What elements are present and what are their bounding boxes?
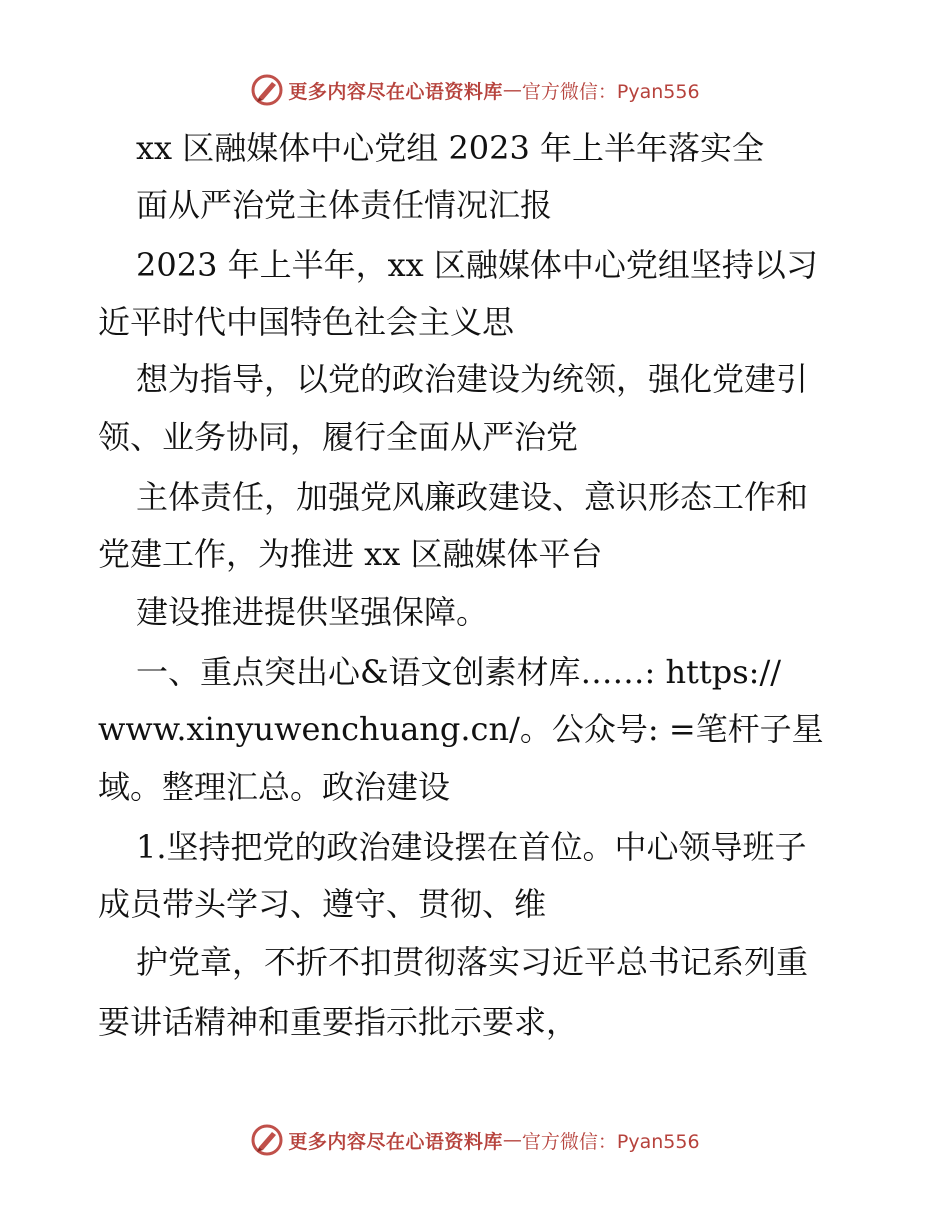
paragraph-line: 建设推进提供坚强保障。 bbox=[136, 593, 489, 631]
section-heading-line: 一、重点突出心&语文创素材库……: https:// bbox=[136, 653, 782, 691]
paragraph-line: 护党章，不折不扣贯彻落实习近平总书记系列重 bbox=[136, 943, 809, 981]
title-line-1: xx 区融媒体中心党组 2023 年上半年落实全 bbox=[136, 129, 765, 167]
paragraph-line: 党建工作，为推进 xx 区融媒体平台 bbox=[98, 535, 603, 573]
paragraph-line: 域。整理汇总。政治建设 bbox=[98, 768, 451, 806]
watermark-wechat: 官方微信：Pyan556 bbox=[521, 1130, 700, 1153]
pen-logo-icon bbox=[250, 1123, 284, 1157]
title-line-2: 面从严治党主体责任情况汇报 bbox=[136, 186, 553, 224]
paragraph-line: www.xinyuwenchuang.cn/。公众号: =笔杆子星 bbox=[98, 710, 824, 748]
watermark-wechat: 官方微信：Pyan556 bbox=[521, 80, 700, 103]
watermark-banner-bottom bbox=[0, 1120, 950, 1160]
watermark-separator: — bbox=[502, 79, 522, 101]
pen-logo-icon bbox=[250, 73, 284, 107]
paragraph-line: 要讲话精神和重要指示批示要求， bbox=[98, 1003, 579, 1041]
watermark-banner-top bbox=[0, 70, 950, 110]
paragraph-line: 成员带头学习、遵守、贯彻、维 bbox=[98, 885, 547, 923]
paragraph-line: 近平时代中国特色社会主义思 bbox=[98, 303, 515, 341]
watermark-site: 更多内容尽在心语资料库 bbox=[288, 80, 503, 103]
paragraph-line: 领、业务协同，履行全面从严治党 bbox=[98, 418, 579, 456]
paragraph-line: 主体责任，加强党风廉政建设、意识形态工作和 bbox=[136, 478, 809, 516]
paragraph-line: 2023 年上半年，xx 区融媒体中心党组坚持以习 bbox=[136, 246, 818, 284]
watermark-separator: — bbox=[502, 1129, 522, 1151]
paragraph-line: 1.坚持把党的政治建设摆在首位。中心领导班子 bbox=[136, 828, 807, 866]
paragraph-line: 想为指导，以党的政治建设为统领，强化党建引 bbox=[136, 360, 809, 398]
watermark-site: 更多内容尽在心语资料库 bbox=[288, 1130, 503, 1153]
